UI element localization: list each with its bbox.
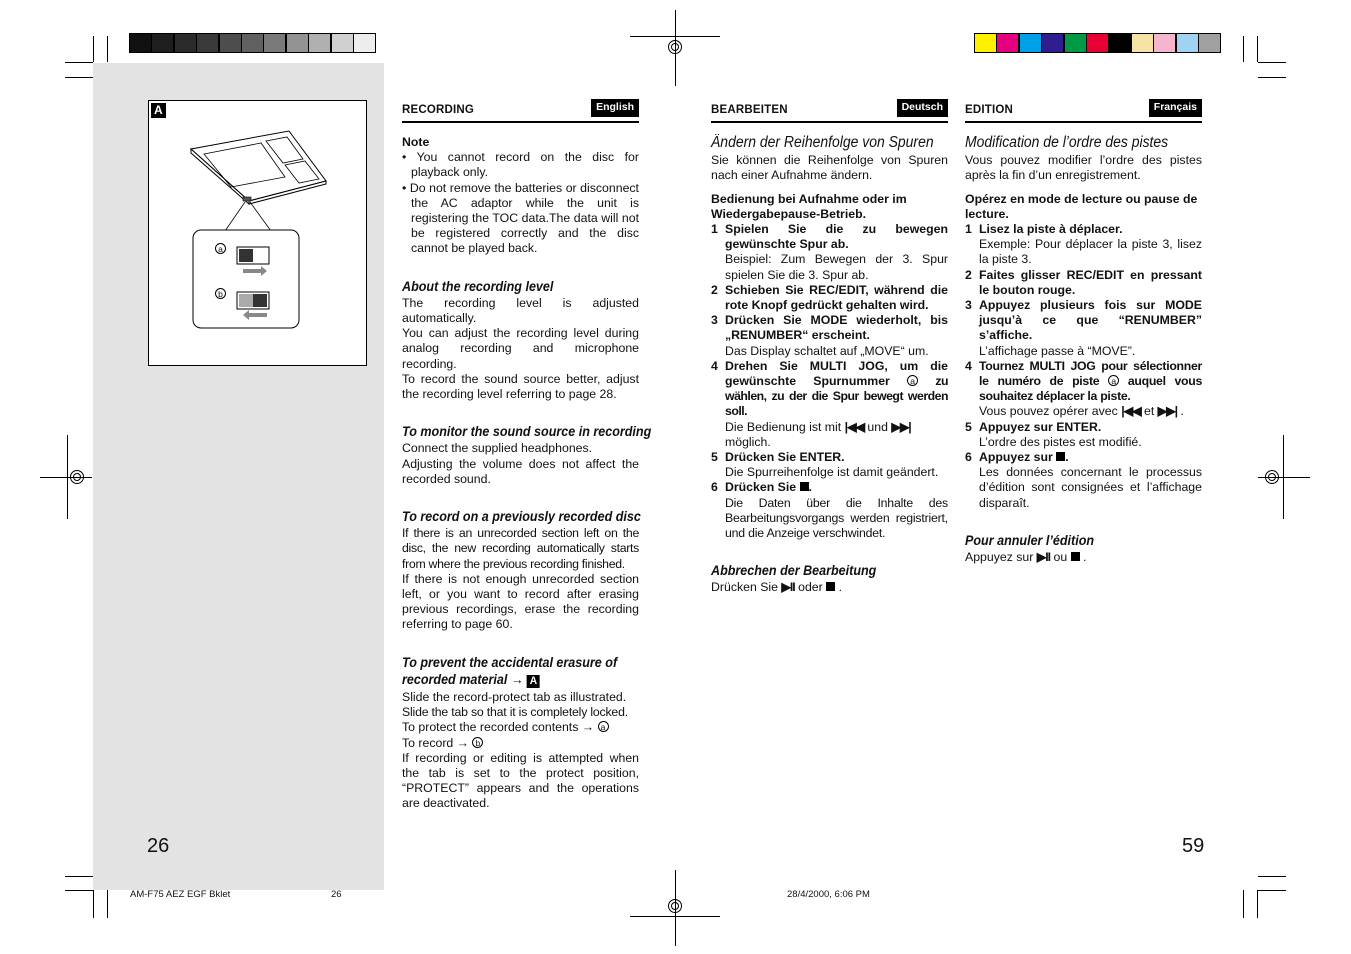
german-column xyxy=(711,97,948,596)
gray-swatch xyxy=(353,33,376,53)
step-3: 3 Appuyez plusieurs fois sur MODE jusqu’à ce que “RENUMBER” s’affiche. L’affichage passe à “MOVE”. xyxy=(965,298,1202,358)
paragraph: Drücken Sie ▶II oder . xyxy=(711,580,843,595)
gray-swatch xyxy=(286,33,309,53)
section-title: To monitor the sound source in recording xyxy=(402,424,652,440)
color-swatch xyxy=(1041,33,1064,53)
step-3: 3 Drücken Sie MODE wiederholt, bis „RENUMBER“ erscheint. Das Display schaltet auf „MOVE“ um. xyxy=(711,313,948,358)
color-swatch xyxy=(1086,33,1109,53)
page-number-right: 59 xyxy=(1182,835,1205,857)
next-track-icon: ▶▶| xyxy=(1157,404,1178,419)
color-swatch xyxy=(1131,33,1154,53)
article-title: Ändern der Reihenfolge von Spuren xyxy=(711,134,934,151)
color-swatch xyxy=(974,33,997,53)
color-swatch xyxy=(1198,33,1221,53)
gray-swatch xyxy=(263,33,286,53)
prev-track-icon: |◀◀ xyxy=(1121,404,1141,419)
paragraph: If recording or editing is attempted when the tab is set to the protect position, “PROTECT” appears and the operations are deactivated. xyxy=(402,750,639,811)
paragraph: To record the sound source better, adjust the recording level referring to page 28. xyxy=(402,371,639,402)
gray-swatch xyxy=(219,33,242,53)
gray-swatch xyxy=(241,33,264,53)
color-swatch xyxy=(1019,33,1042,53)
mode-text: Bedienung bei Aufnahme oder im Wiedergabepause-Betrieb. xyxy=(711,191,907,221)
paragraph: To record → b xyxy=(402,736,639,751)
paragraph: The recording level is adjusted automatically. xyxy=(402,295,639,326)
french-column xyxy=(965,97,1202,565)
intro: Sie können die Reihenfolge von Spuren nach einer Aufnahme ändern. xyxy=(711,153,948,183)
english-column xyxy=(402,97,652,812)
color-swatch xyxy=(1176,33,1199,53)
color-swatch xyxy=(1108,33,1131,53)
figure-label: A xyxy=(151,103,166,118)
footer-file: AM-F75 AEZ EGF Bklet xyxy=(130,889,231,900)
language-badge: Français xyxy=(1149,99,1202,117)
paragraph: To protect the recorded contents → a xyxy=(402,720,639,735)
minidisc-illustration xyxy=(149,101,366,365)
step-4: 4 Drehen Sie MULTI JOG, um die gewünschte Spurnummer a zu wählen, zu der die Spur bewegt werden soll. Die Bedienung ist mit |◀◀ und ▶▶| möglich. xyxy=(711,358,948,449)
language-badge: Deutsch xyxy=(897,99,948,117)
english-header xyxy=(402,97,639,123)
french-header xyxy=(965,97,1202,123)
gray-swatch xyxy=(196,33,219,53)
gray-swatch xyxy=(331,33,354,53)
section-heading: BEARBEITEN xyxy=(711,103,788,116)
section-title: To prevent the accidental erasure of xyxy=(402,654,618,670)
section-title: Pour annuler l’édition xyxy=(965,532,1095,548)
intro: Vous pouvez modifier l’ordre des pistes après la fin d’un enregistrement. xyxy=(965,153,1202,183)
gray-swatch xyxy=(308,33,331,53)
section-title: To record on a previously recorded disc xyxy=(402,509,641,525)
paragraph: Appuyez sur ▶II ou . xyxy=(965,550,1087,565)
page-number-left: 26 xyxy=(147,835,170,857)
stop-icon xyxy=(1071,552,1080,561)
stop-icon xyxy=(826,582,835,591)
figure-ref: A xyxy=(527,675,540,688)
color-swatch xyxy=(1064,33,1087,53)
step-2: 2 Schieben Sie REC/EDIT, während die rote Knopf gedrückt gehalten wird. xyxy=(711,282,948,313)
paragraph: If there is an unrecorded section left on the disc, the new recording automatically starts from where the previous recording finished. xyxy=(402,526,639,571)
section-title: Abbrechen der Bearbeitung xyxy=(711,563,877,579)
color-swatch xyxy=(996,33,1019,53)
article-title: Modification de l’ordre des pistes xyxy=(965,134,1169,151)
marker-a: a xyxy=(215,243,226,254)
paragraph: If there is not enough unrecorded section left, or you want to record after erasing previous recordings, erase the recording referring to page 60. xyxy=(402,571,639,632)
footer-date: 28/4/2000, 6:06 PM xyxy=(787,889,870,900)
figure-a xyxy=(148,100,367,366)
gray-swatch xyxy=(174,33,197,53)
step-5: 5 Appuyez sur ENTER. L’ordre des pistes est modifié. xyxy=(965,419,1142,449)
step-6: 6 Drücken Sie . Die Daten über die Inhalte des Bearbeitungsvorgangs werden registriert, und die Anzeige verschwindet. xyxy=(711,480,948,541)
section-heading: RECORDING xyxy=(402,103,475,116)
step-1: 1 Spielen Sie die zu bewegen gewünschte Spur ab. Beispiel: Zum Bewegen der 3. Spur spielen Sie die 3. Spur ab. xyxy=(711,222,948,282)
step-4: 4 Tournez MULTI JOG pour sélectionner le numéro de piste a auquel vous souhaitez déplacer la piste. Vous pouvez opérer avec |◀◀ et ▶▶| . xyxy=(965,358,1202,419)
next-track-icon: ▶▶| xyxy=(891,419,911,434)
gray-swatch xyxy=(151,33,174,53)
note-bullet: • Do not remove the batteries or disconnect the AC adaptor while the unit is registering the TOC data.The data will not be registered correctly and the disc cannot be played back. xyxy=(402,180,639,256)
play-pause-icon: ▶II xyxy=(781,580,795,595)
stop-icon xyxy=(1056,452,1065,461)
paragraph: You can adjust the recording level during analog recording and microphone recording. xyxy=(402,326,639,371)
footer-page: 26 xyxy=(331,889,342,900)
color-swatch xyxy=(1153,33,1176,53)
language-badge: English xyxy=(591,99,639,117)
step-5: 5 Drücken Sie ENTER. Die Spurreihenfolge ist damit geändert. xyxy=(711,450,939,480)
note-bullet: • You cannot record on the disc for playback only. xyxy=(402,150,639,180)
paragraph: Adjusting the volume does not affect the recorded sound. xyxy=(402,456,639,486)
step-2: 2 Faites glisser REC/EDIT en pressant le bouton rouge. xyxy=(965,267,1202,297)
stop-icon xyxy=(800,482,809,491)
prev-track-icon: |◀◀ xyxy=(844,419,864,434)
section-title: About the recording level xyxy=(402,278,554,294)
paragraph: Connect the supplied headphones. xyxy=(402,441,593,456)
marker-b: b xyxy=(215,288,226,299)
step-6: 6 Appuyez sur . Les données concernant le processus d’édition sont consignées et l’affichage disparaît. xyxy=(965,450,1202,510)
section-title-cont: recorded material → A xyxy=(402,672,622,688)
gray-swatch xyxy=(129,33,152,53)
mode-text: Opérez en mode de lecture ou pause de lecture. xyxy=(965,191,1198,221)
section-heading: EDITION xyxy=(965,103,1014,116)
note-title: Note xyxy=(402,135,430,149)
paragraph: Slide the record-protect tab as illustrated. xyxy=(402,689,627,704)
german-header xyxy=(711,97,948,123)
paragraph: Slide the tab so that it is completely locked. xyxy=(402,705,628,720)
step-1: 1 Lisez la piste à déplacer. Exemple: Pour déplacer la piste 3, lisez la piste 3. xyxy=(965,222,1202,267)
play-pause-icon: ▶II xyxy=(1036,550,1051,565)
